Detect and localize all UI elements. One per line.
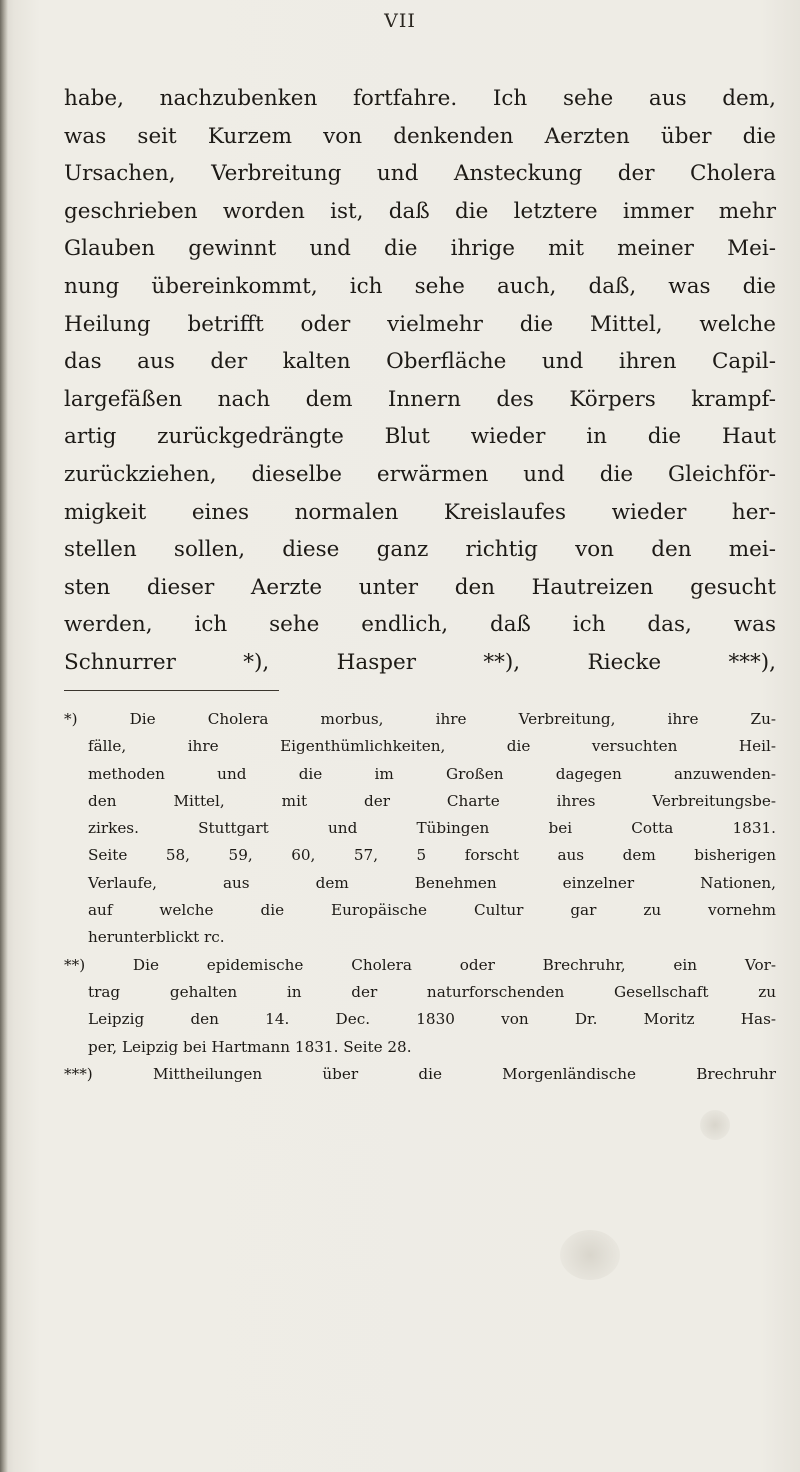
text-line: Glauben gewinnt und die ihrige mit meiner Mei- [64, 236, 776, 262]
footnote-line: *) Die Cholera morbus, ihre Verbreitung, ihre Zu- [64, 710, 776, 728]
text-line: Schnurrer *), Hasper **), Riecke ***), [64, 649, 776, 675]
footnote-line: methoden und die im Großen dagegen anzuwenden- [88, 764, 776, 783]
footnote-line: auf welche die Europäische Cultur gar zu vornehm [88, 901, 776, 920]
text-line: zurückziehen, dieselbe erwärmen und die Gleichför- [64, 461, 776, 487]
text-line: geschrieben worden ist, daß die letztere immer mehr [64, 198, 776, 224]
footnote-line: ***) Mittheilungen über die Morgenländische Brechruhr [64, 1064, 776, 1083]
text-line: nung übereinkommt, ich sehe auch, daß, was die [64, 273, 776, 299]
paper-stain [560, 1230, 620, 1280]
footnote-line: per, Leipzig bei Hartmann 1831. Seite 28. [88, 1037, 412, 1056]
text-line: was seit Kurzem von denkenden Aerzten über die [64, 123, 776, 149]
footnote-line: **) Die epidemische Cholera oder Brechruhr, ein Vor- [64, 955, 776, 974]
text-line: sten dieser Aerzte unter den Hautreizen gesucht [64, 574, 776, 600]
text-line: habe, nachzubenken fortfahre. Ich sehe aus dem, [64, 86, 776, 111]
footnote-line: fälle, ihre Eigenthümlichkeiten, die versuchten Heil- [88, 737, 776, 756]
footnote-line: trag gehalten in der naturforschenden Gesellschaft zu [88, 982, 776, 1001]
text-line: stellen sollen, diese ganz richtig von den mei- [64, 537, 776, 563]
footnote-line: den Mittel, mit der Charte ihres Verbreitungsbe- [88, 791, 776, 810]
footnote-line: Leipzig den 14. Dec. 1830 von Dr. Moritz Has- [88, 1010, 776, 1029]
text-line: werden, ich sehe endlich, daß ich das, was [64, 612, 776, 638]
page-binding-edge [0, 0, 8, 1472]
text-line: Ursachen, Verbreitung und Ansteckung der Cholera [64, 161, 776, 187]
footnote-line: Seite 58, 59, 60, 57, 5 forscht aus dem bisherigen [88, 846, 776, 865]
main-text [64, 80, 776, 682]
text-line: das aus der kalten Oberfläche und ihren Capil- [64, 349, 776, 375]
text-line: Heilung betrifft oder vielmehr die Mittel, welche [64, 311, 776, 337]
text-line: largefäßen nach dem Innern des Körpers krampf- [64, 386, 776, 412]
page-number: VII [384, 10, 416, 32]
footnote-line: herunterblickt rc. [88, 928, 225, 947]
text-line: artig zurückgedrängte Blut wieder in die Haut [64, 424, 776, 450]
paper-stain [700, 1110, 730, 1140]
text-line: migkeit eines normalen Kreislaufes wieder her- [64, 499, 776, 525]
footnote-line: Verlaufe, aus dem Benehmen einzelner Nationen, [88, 873, 776, 892]
footnote-line: zirkes. Stuttgart und Tübingen bei Cotta 1831. [88, 819, 776, 838]
footnote-rule [64, 690, 279, 691]
footnotes [64, 706, 776, 1088]
